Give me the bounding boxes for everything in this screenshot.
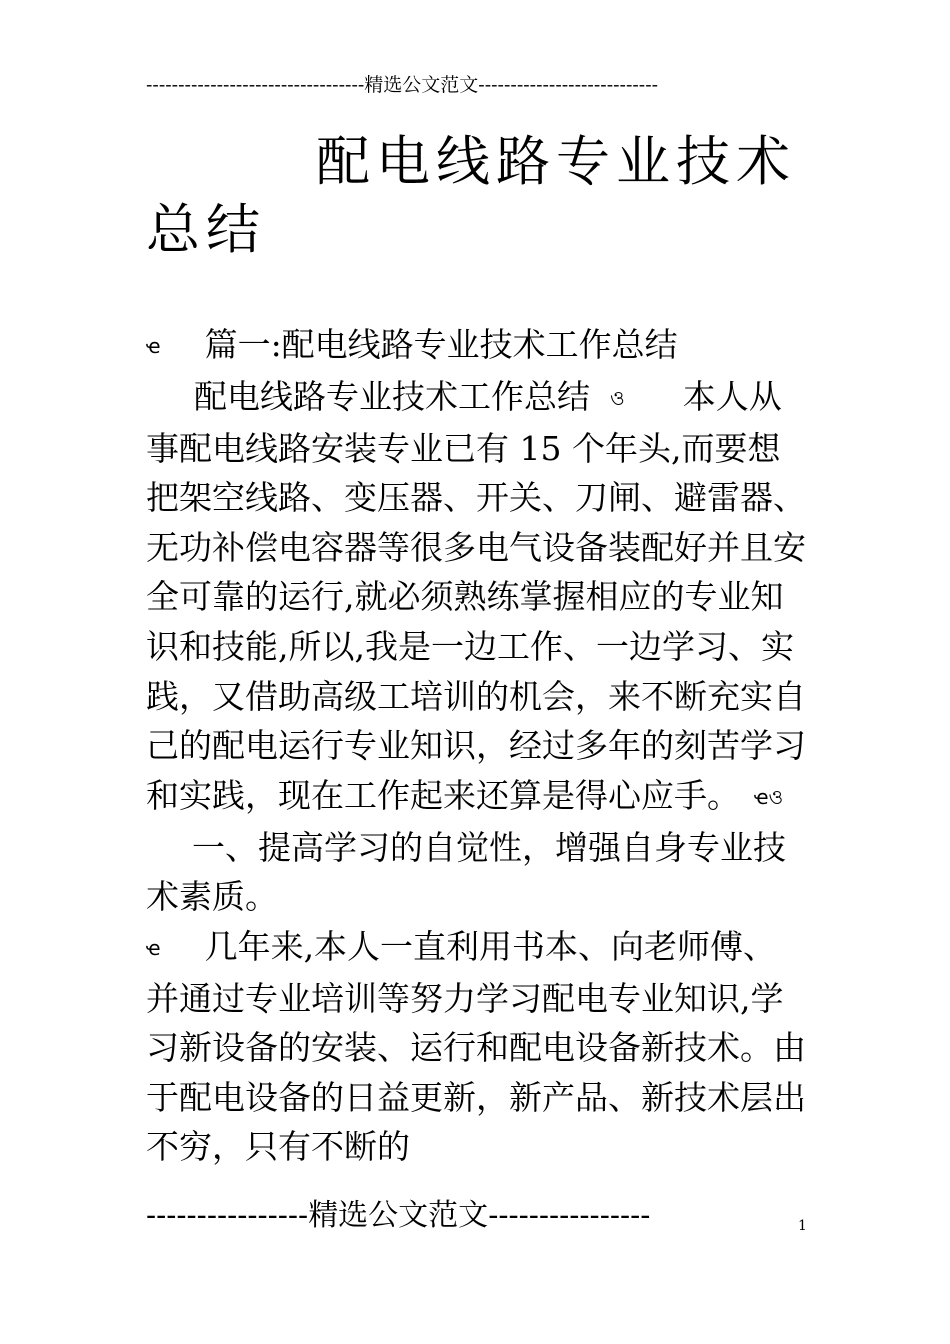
page-footer — [146, 1196, 786, 1236]
header-right-dashes: ---------------------------- — [478, 74, 659, 96]
page-header — [146, 72, 806, 98]
header-left-dashes: ---------------------------------- — [146, 74, 365, 96]
bullet-mark: ও — [610, 386, 625, 410]
paragraph-text: 一、提高学习的自觉性，增强自身专业技术素质。 — [146, 827, 786, 917]
document-body — [146, 320, 808, 1172]
paragraph-learning — [146, 922, 808, 1172]
paragraph-text: 几年来,本人一直利用书本、向老师傅、并通过专业培训等努力学习配电专业知识,学习新设备的安装、运行和配电设备新技术。由于配电设备的日益更新，新产品、新技术层出不穷，只有不断的 — [146, 926, 806, 1167]
paragraph-text: 篇一:配电线路专业技术工作总结 — [204, 325, 678, 364]
paragraph-main — [146, 372, 808, 922]
header-label: 精选公文范文 — [364, 74, 479, 96]
paragraph-text: 配电线路专业技术工作总结 — [194, 376, 590, 416]
page-number: 1 — [798, 1218, 807, 1234]
paragraph-text: 本人从事配电线路安装专业已有 15 个年头,而要想把架空线路、变压器、开关、刀闸、避雷器、无功补偿电容器等很多电气设备装配好并且安全可靠的运行,就必须熟练掌握相应的专业知识和技能,所以,我是一边工作、一边学习、实践，又借助高级工培训的机会，来不断充实自己的配电运行专业知识，经过多年的刻苦学习和实践，现在工作起来还算是得心应手。 — [146, 376, 806, 815]
bullet-mark: ҽও — [754, 784, 784, 809]
bullet-mark: ҽ — [146, 935, 161, 960]
title-line-2: 总结 — [146, 198, 266, 261]
bullet-mark: ҽ — [146, 334, 161, 359]
footer-right-dashes: ---------------- — [488, 1198, 651, 1233]
footer-left-dashes: ---------------- — [146, 1198, 309, 1233]
paragraph-section-heading — [146, 320, 808, 372]
title-line-1: 配电线路专业技术 — [316, 130, 796, 193]
footer-label: 精选公文范文 — [308, 1198, 489, 1233]
document-title — [146, 128, 816, 264]
